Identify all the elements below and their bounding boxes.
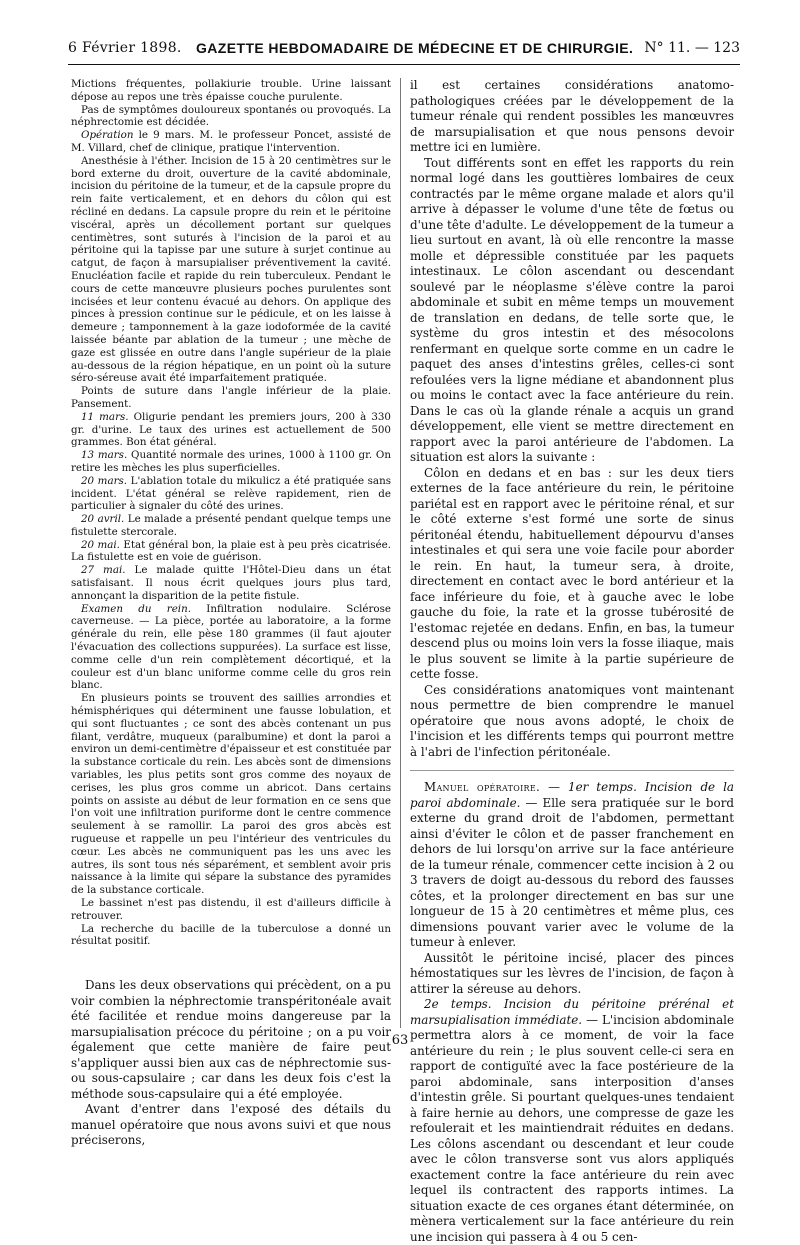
- entry-text: L'ablation totale du mikulicz a été pratiquée sans incident. L'état général se relève rapidement, rien de particulier à signaler du côté des urines.: [71, 474, 391, 513]
- section-paragraph: [410, 780, 734, 951]
- entry-text: Etat général bon, la plaie est à peu près cicatrisée. La fistulette est en voie de guérison.: [71, 538, 391, 564]
- case-paragraph: [71, 411, 391, 449]
- entry-date: 20 avril.: [81, 513, 125, 526]
- case-paragraph: [71, 449, 391, 475]
- body-paragraph: Aussitôt le péritoine incisé, placer des pinces hémostatiques sur les lèvres de l'incision, de façon à attirer la séreuse au dehors.: [410, 950, 734, 996]
- entry-text: Le malade quitte l'Hôtel-Dieu dans un état satisfaisant. Il nous écrit quelques jours plus tard, annonçant la disparition de la petite fistule.: [71, 564, 391, 602]
- body-paragraph: Avant d'entrer dans l'exposé des détails du manuel opératoire que nous avons suivi et que nous préciserons,: [71, 1102, 391, 1148]
- step-text: — L'incision abdominale permettra alors à ce moment, de voir la face antérieure du rein ; le plus souvent celle-ci sera en rapport de contiguïté avec la face postérieure de la paroi abdominale, sans interposition d'anses d'intestin grêle. Si pourtant quelques-unes tendaient à faire hernie au dehors, une compresse de gaze les refoulerait et les maintiendrait réduites en dedans. Les côlons ascendant ou descendant et leur coude avec le côlon transverse sont vus alors appliqués exactement contre la face antérieure du rein avec lequel ils contractent des rapports intimes. La situation exacte de ces organes étant déterminée, on mènera verticalement sur la face antérieure du rein une incision qui passera à 4 ou 5 cen-: [410, 1012, 734, 1244]
- issue-page-number: N° 11. — 123: [644, 40, 740, 56]
- case-paragraph: [71, 129, 391, 155]
- entry-date: 20 mai.: [81, 538, 120, 551]
- folio-number: 63: [391, 1033, 409, 1048]
- step-text: — Elle sera pratiquée sur le bord externe du grand droit de l'abdomen, permettant ainsi d'éviter le côlon et de passer franchement en dehors de lui lorsqu'on arrive sur la face antérieure de la tumeur rénale, commencer cette incision à 2 ou 3 travers de doigt au-dessous du rebord des fausses côtes, et la prolonger directement en bas sur une longueur de 15 à 20 centimètres et même plus, ces dimensions pouvant varier avec le volume de la tumeur à enlever.: [410, 795, 734, 949]
- entry-date: 13 mars.: [81, 449, 128, 462]
- step-heading: 2e temps. Incision du péritoine prérénal et marsupialisation immédiate.: [410, 997, 734, 1027]
- case-paragraph: Pas de symptômes douloureux spontanés ou provoqués. La néphrectomie est décidée.: [71, 103, 391, 129]
- entry-text: le 9 mars. M. le professeur Poncet, assisté de M. Villard, chef de clinique, pratique l'intervention.: [71, 129, 391, 154]
- section-gap: [71, 948, 391, 978]
- entry-date: 20 mars.: [81, 474, 128, 487]
- case-paragraph: Le bassinet n'est pas distendu, il est d'ailleurs difficile à retrouver.: [71, 897, 391, 922]
- body-paragraph: Côlon en dedans et en bas : sur les deux tiers externes de la face antérieure du rein, le péritoine pariétal est en rapport avec le péritoine rénal, et sur le côté externe s'est formé une sorte de sinus péritonéal étendu, habituellement dépourvu d'anses intestinales et qui sera une voie facile pour aborder le rein. En haut, la tumeur sera, à droite, directement en contact avec le bord antérieur et la face inférieure du foie, et à gauche avec le lobe gauche du foie, la rate et la grosse tubérosité de l'estomac rejetée en dedans. Enfin, en bas, la tumeur descend plus ou moins loin vers la fosse iliaque, mais le plus souvent se limite à la partie supérieure de cette fosse.: [410, 465, 734, 681]
- entry-text: Quantité normale des urines, 1000 à 1100 gr. On retire les mèches les plus superficielles.: [71, 449, 391, 474]
- case-paragraph: La recherche du bacille de la tuberculose a donné un résultat positif.: [71, 922, 391, 948]
- section-paragraph: [410, 997, 734, 1245]
- case-paragraph: Anesthésie à l'éther. Incision de 15 à 20 centimètres sur le bord externe du droit, ouverture de la cavité abdominale, incision du péritoine de la tumeur, et de la capsule propre du rein faite verticalement, et en dehors du côlon qui est récliné en dedans. La capsule propre du rein et le péritoine viscéral, après un décollement portant sur quelques centimètres, sont suturés à l'incision de la paroi et au péritoine qui la tapisse par une suture à surjet continue au catgut, de façon à marsupialiser préventivement la cavité. Enucléation facile et rapide du rein tuberculeux. Pendant le cours de cette manœuvre plusieurs poches purulentes sont incisées et leur contenu évacué au dehors. On applique des pinces à pression continue sur le pédicule, et on les laisse à demeure ; tamponnement à la gaze iodoformée de la cavité laissée béante par ablation de la tumeur ; une mèche de gaze est glissée en outre dans l'angle supérieur de la plaie au-dessous de la région hépatique, en un point où la suture séro-séreuse avait été imparfaitement pratiquée.: [71, 154, 392, 385]
- entry-date: 11 mars.: [81, 410, 129, 423]
- step-heading: — 1er temps. Incision de la paroi abdominale.: [410, 780, 734, 810]
- case-paragraph: [71, 475, 391, 513]
- case-paragraph: [71, 513, 391, 539]
- section-heading: Manuel opératoire.: [424, 780, 541, 794]
- case-paragraph: En plusieurs points se trouvent des saillies arrondies et hémisphériques qui déterminent une fausse lobulation, et qui sont fluctuantes ; ce sont des abcès contenant un pus filant, verdâtre, muqueux (paralbumine) et dont la paroi a environ un demi-centimètre d'épaisseur et est constituée par la substance corticale du rein. Les abcès sont de dimensions variables, les plus petits sont gros comme des noyaux de cerises, les plus gros comme un abricot. Dans certains points on assiste au début de leur formation en ce sens que l'on voit une infiltration puriforme dont le centre commence seulement à se ramollir. La paroi des gros abcès est rugueuse et rappelle un peu l'intérieur des ventricules du cœur. Les abcès ne communiquent pas les uns avec les autres, ils sont tous nés séparément, et semblent avoir pris naissance à la limite qui sépare la substance des pyramides de la substance corticale.: [71, 692, 391, 897]
- case-paragraph: [71, 539, 391, 565]
- body-paragraph: Ces considérations anatomiques vont maintenant nous permettre de bien comprendre le manuel opératoire que nous avons adopté, le choix de l'incision et les différents temps qui pourront mettre à l'abri de l'infection péritonéale.: [410, 682, 734, 759]
- case-paragraph: Points de suture dans l'angle inférieur de la plaie. Pansement.: [71, 385, 391, 410]
- entry-label: Opération: [81, 129, 134, 142]
- body-paragraph: Tout différents sont en effet les rapports du rein normal logé dans les gouttières lombaires de ceux contractés par le même organe malade et alors qu'il arrive à dépasser le volume d'une tête de fœtus ou d'une tête d'adulte. Le développement de la tumeur a lieu surtout en avant, là où elle rencontre la masse molle et dépressible constituée par les paquets intestinaux. Le côlon ascendant ou descendant soulevé par le néoplasme s'élève contre la paroi abdominale et subit en même temps un mouvement de translation en dedans, de telle sorte que, le système du gros intestin et des mésocolons renfermant en quelque sorte comme en un cadre le paquet des anses d'intestins grêles, celles-ci sont refoulées vers la ligne médiane et abandonnent plus ou moins le contact avec la face antérieure du rein. Dans le cas où la glande rénale a acquis un grand développement, elle vient se mettre directement en rapport avec la paroi antérieure de l'abdomen. La situation est alors la suivante :: [410, 155, 734, 464]
- column-divider: [400, 78, 401, 1028]
- entry-text: Le malade a présenté pendant quelque temps une fistulette stercorale.: [71, 513, 391, 538]
- entry-text: Oligurie pendant les premiers jours, 200 à 330 gr. d'urine. Le taux des urines est actuellement de 500 grammes. Bon état général.: [71, 410, 391, 449]
- entry-label: Examen du rein.: [81, 602, 191, 615]
- section-rule: [410, 770, 734, 771]
- journal-title: GAZETTE HEBDOMADAIRE DE MÉDECINE ET DE CHIRURGIE.: [196, 40, 634, 56]
- header-date: 6 Février 1898.: [68, 40, 182, 56]
- case-paragraph: [71, 564, 391, 602]
- left-column: [71, 78, 391, 1149]
- right-column: [410, 78, 734, 1245]
- entry-date: 27 mai.: [81, 564, 126, 577]
- running-header: [68, 38, 740, 65]
- case-paragraph: Mictions fréquentes, pollakiurie trouble. Urine laissant dépose au repos une très épaisse couche purulente.: [71, 78, 391, 103]
- entry-text: Infiltration nodulaire. Sclérose caverneuse. — La pièce, portée au laboratoire, a la forme générale du rein, elle pèse 180 grammes (il faut ajouter l'évacuation des collections suppurées). La surface est lisse, comme celle d'un rein complètement décortiqué, et la couleur est d'un blanc uniforme comme celle du gros rein blanc.: [71, 602, 391, 692]
- body-paragraph: il est certaines considérations anatomo-pathologiques créées par le développement de la tumeur rénale qui rendent possibles les manœuvres de marsupialisation et que nous pensons devoir mettre ici en lumière.: [410, 78, 734, 154]
- case-paragraph: [71, 603, 391, 693]
- body-paragraph: Dans les deux observations qui précèdent, on a pu voir combien la néphrectomie transpéritonéale avait été facilitée et rendue moins dangereuse par la marsupialisation précoce du péritoine ; on a pu voir également que cette manière de faire peut s'appliquer aussi bien aux cas de néphrectomie sus- ou sous-capsulaire ; car dans les deux fois c'est la méthode sous-capsulaire qui a été employée.: [71, 978, 391, 1101]
